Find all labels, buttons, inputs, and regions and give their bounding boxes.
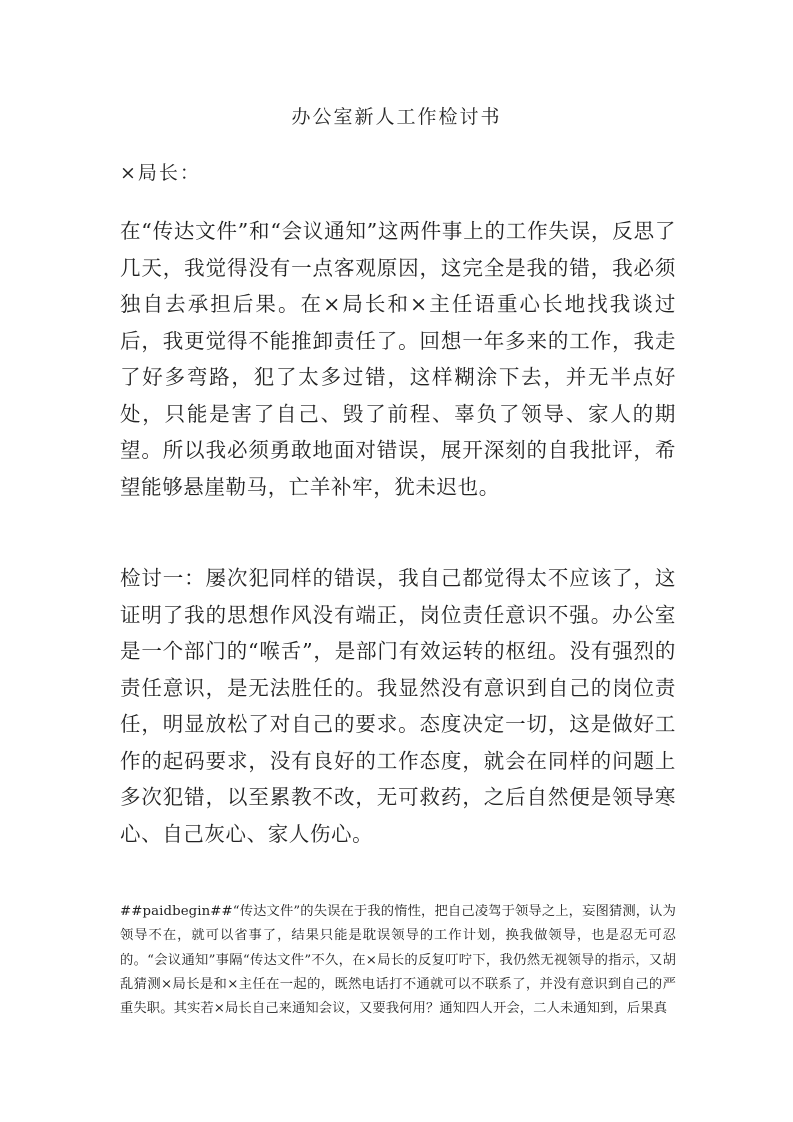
document-title: 办公室新人工作检讨书 — [291, 106, 502, 128]
paragraph-review-one: 检讨一：屡次犯同样的错误，我自己都觉得太不应该了，这证明了我的思想作风没有端正，岗位责任意识不强。办公室是一个部门的“喉舌”，是部门有效运转的枢纽。没有强烈的责任意识，是无法胜任的。我显然没有意识到自己的岗位责任，明显放松了对自己的要求。态度决定一切，这是做好工作的起码要求，没有良好的工作态度，就会在同样的问题上多次犯错，以至累教不改，无可救药，之后自然便是领导寒心、自己灰心、家人伤心。 — [120, 566, 676, 846]
paragraph-reflection: 在“传达文件”和“会议通知”这两件事上的工作失误，反思了几天，我觉得没有一点客观原因，这完全是我的错，我必须独自去承担后果。在×局长和×主任语重心长地找我谈过后，我更觉得不能推卸责任了。回想一年多来的工作，我走了好多弯路，犯了太多过错，这样糊涂下去，并无半点好处，只能是害了自己、毁了前程、辜负了领导、家人的期望。所以我必须勇敢地面对错误，展开深刻的自我批评，希望能够悬崖勒马，亡羊补牢，犹未迟也。 — [120, 219, 676, 499]
paragraph-details: ##paidbegin##“传达文件”的失误在于我的惰性，把自己凌驾于领导之上，妄图猜测，认为领导不在，就可以省事了，结果只能是耽误领导的工作计划，换我做领导，也是忍无可忍的。“会议通知”事隔“传达文件”不久，在×局长的反复叮咛下，我仍然无视领导的指示，又胡乱猜测×局长是和×主任在一起的，既然电话打不通就可以不联系了，并没有意识到自己的严重失职。其实若×局长自己来通知会议，又要我何用？通知四人开会，二人未通知到，后果真 — [120, 904, 676, 1017]
salutation: ×局长： — [120, 162, 201, 184]
